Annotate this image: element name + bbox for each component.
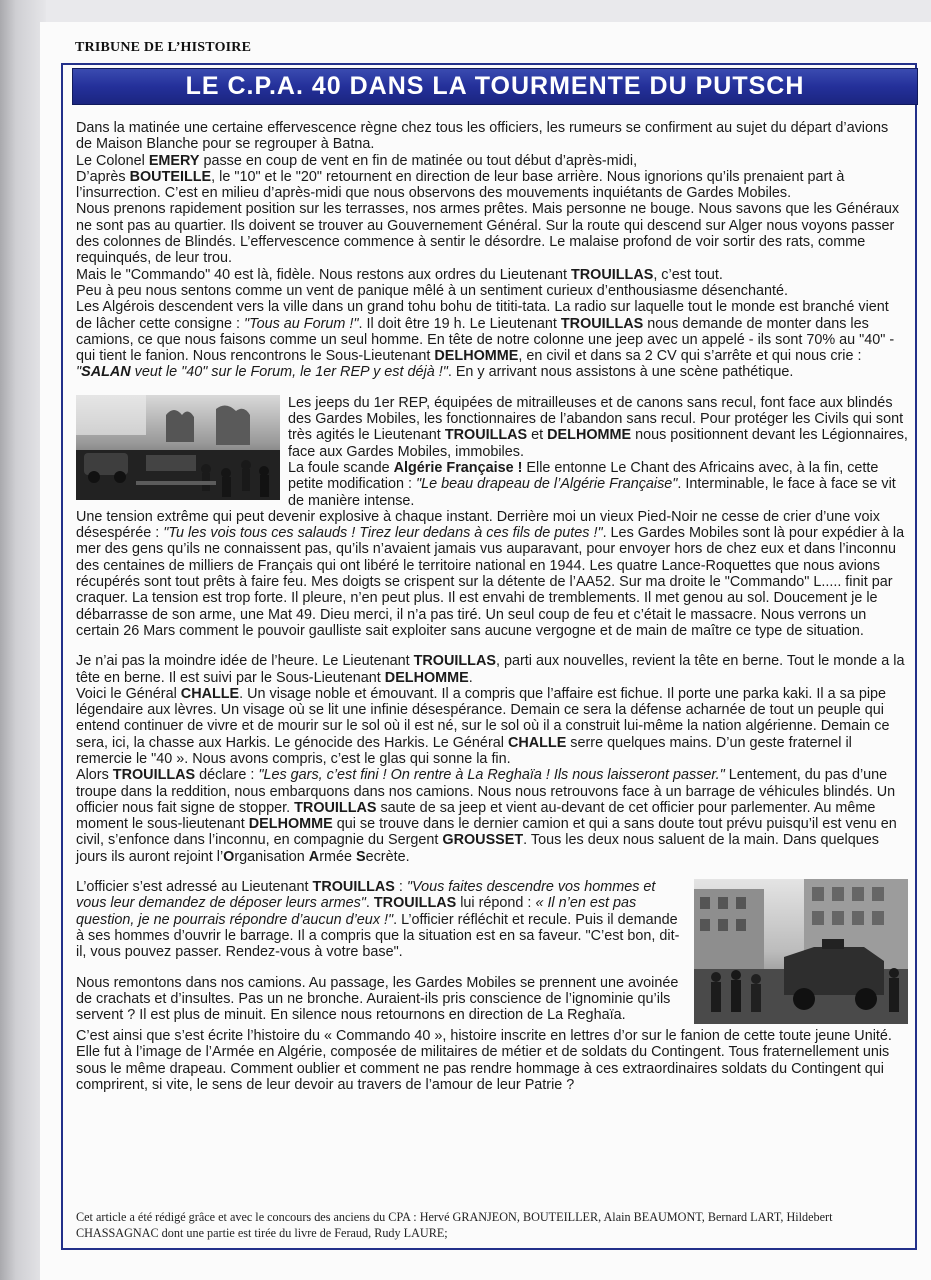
paragraph: Alors TROUILLAS déclare : "Les gars, c’est fini ! On rentre à La Reghaïa ! Ils nous laisseront passer." Lentement, du pas d’une troupe dans la reddition, nous embarquons dans nos camions. Nous nous retrouvons face à un barrage de véhicules blindés. Un officier nous fait signe de stopper. TROUILLAS saute de sa jeep et vient au-devant de cet officier pour parlementer. Au même moment le sous-lieutenant DELHOMME qui se trouve dans le dernier camion et qui a sans doute tout prévu puisqu’il est venu en civil, s’enfonce dans l’inconnu, en compagnie du Sergent GROUSSET. Tous les deux nous saluent de la main. Dans quelques jours ils auront rejoint l’Organisation Armée Secrète. xyxy=(76,767,897,865)
paragraph: Une tension extrême qui peut devenir explosive à chaque instant. Derrière moi un vieux Pied-Noir ne cesse de crier d’une voix désespérée : "Tu les vois tous ces salauds ! Tirez leur dedans à ces fils de putes !". Les Gardes Mobiles sont là pour expédier à la mer des gens qu’ils ne connaissent pas, qu’ils n’avaient jamais vus auparavant, pour envoyer hors de chez eux et dans l’inconnu des centaines de milliers de Français qui ont libéré le territoire national en 1944. Les quatre Lance-Roquettes que nous avions récupérés sont tout prêts à faire feu. Mes doigts se crispent sur la détente de l’AA52. Sur ma droite le "Commando" L..... finit par craquer. La tension est trop forte. Il pleure, n’en peut plus. Il est envahi de tremblements. Il met genou au sol. Doucement je le débarrasse de son arme, une Mat 49. Dieu merci, il n’a pas tiré. Un seul coup de feu et c’était le massacre. Nous verrons un certain 26 Mars comment le pouvoir gaulliste sait exploiter sans aucune vergogne et de main de maître ce type de situation. xyxy=(76,508,905,639)
article-body xyxy=(76,120,908,1093)
paragraph: Nous prenons rapidement position sur les terrasses, nos armes prêtes. Mais personne ne bouge. Nous savons que les Généraux ne sont pas au quartier. Ils doivent se trouver au Gouvernement Général. Sur la route qui descend sur Alger nous voyons passer des colonnes de Blindés. L’effervescence commence à sentir le désordre. Le malaise profond de voir sortir des rats, comme requinqués, de leur trou. xyxy=(76,201,900,267)
paragraph: Je n’ai pas la moindre idée de l’heure. Le Lieutenant TROUILLAS, parti aux nouvelles, revient la tête en berne. Tout le monde a la tête en berne. Il est suivi par le Sous-Lieutenant DELHOMME. xyxy=(76,653,905,686)
spacer xyxy=(76,639,908,653)
paragraph: Le Colonel EMERY passe en coup de vent en fin de matinée ou tout début d’après-midi, xyxy=(76,152,638,169)
armored-car-photo xyxy=(694,879,908,1024)
paragraph: Voici le Général CHALLE. Un visage noble et émouvant. Il a compris que l’affaire est fichue. Il porte une parka kaki. Il a sa pipe légendaire aux lèvres. Un visage où se lit une infinie désespérance. Demain ce sera la défense acharnée de tout un peuple qui entend continuer de vivre et de mourir sur le sol où il est né, sur le sol où il a construit lui-même la nation algérienne. Demain ce sera, ici, la chasse aux Harkis. Le génocide des Harkis. Le Général CHALLE serre quelques mains. D’un geste fraternel il remercie le "40 ». Nous avons compris, c’est le glas qui sonne la fin. xyxy=(76,685,890,767)
paragraph: Nous remontons dans nos camions. Au passage, les Gardes Mobiles se prennent une avoinée de crachats et d’insultes. Pas un ne bronche. Auraient-ils pris conscience de l’ignominie qu’ils servent ? Il est plus de minuit. En silence nous retournons en direction de La Reghaïa. xyxy=(76,974,679,1024)
paragraph: Les jeeps du 1er REP, équipées de mitrailleuses et de canons sans recul, font face aux blindés des Gardes Mobiles, les fonctionnaires de l’abandon sans recul. Pour protéger les Civils qui sont très agités le Lieutenant TROUILLAS et DELHOMME nous positionnent devant les Légionnaires, face aux Gardes Mobiles, immobiles. xyxy=(288,394,908,460)
article-credits: Cet article a été rédigé grâce et avec le concours des anciens du CPA : Hervé GRANJEON, BOUTEILLER, Alain BEAUMONT, Bernard LART, Hildebert CHASSAGNAC dont une partie est tirée du livre de Feraud, Rudy LAURE; xyxy=(76,1210,833,1240)
paragraph: Mais le "Commando" 40 est là, fidèle. Nous restons aux ordres du Lieutenant TROUILLAS, c’est tout. xyxy=(76,266,723,283)
article-title: LE C.P.A. 40 DANS LA TOURMENTE DU PUTSCH xyxy=(72,68,918,105)
spacer xyxy=(76,381,908,395)
paragraph: L’officier s’est adressé au Lieutenant TROUILLAS : "Vous faites descendre vos hommes et vous leur demandez de déposer leurs armes". TROUILLAS lui répond : « Il n’en est pas question, je ne pourrais répondre d’aucun d’eux !". L’officier réfléchit et recule. Puis il demande à ses hommes d’ouvrir le barrage. Il a compris que la situation est en sa faveur. "C’est bon, dit-il, vous pouvez passer. Rendez-vous à votre base". xyxy=(76,879,680,961)
paragraph: La foule scande Algérie Française ! Elle entonne Le Chant des Africains avec, à la fin, cette petite modification : "Le beau drapeau de l’Algérie Française". Interminable, le face à face se vit de manière intense. xyxy=(288,459,896,509)
section-label: TRIBUNE DE L’HISTOIRE xyxy=(75,40,252,55)
paragraph: Dans la matinée une certaine effervescence règne chez tous les officiers, les rumeurs se confirment au sujet du départ d’avions de Maison Blanche pour se regrouper à Batna. xyxy=(76,120,889,153)
paragraph: D’après BOUTEILLE, le "10" et le "20" retournent en direction de leur base arrière. Nous ignorions qu’ils prenaient part à l’insurrection. C’est en milieu d’après-midi que nous observons des mouvements inquiétants de Gardes Mobiles. xyxy=(76,168,845,202)
paragraph: Peu à peu nous sentons comme un vent de panique mêlé à un sentiment curieux d’enthousiasme désenchanté. xyxy=(76,282,788,299)
spacer xyxy=(76,865,908,879)
forum-crowd-photo xyxy=(76,395,280,500)
paragraph: Les Algérois descendent vers la ville dans un grand tohu bohu de tititi-tata. La radio sur laquelle tout le monde est branché vient de lâcher cette consigne : "Tous au Forum !". Il doit être 19 h. Le Lieutenant TROUILLAS nous demande de monter dans les camions, ce que nous faisons comme un seul homme. En tête de notre colonne une jeep avec un appelé - ils sont 70% au "40" - qui tient le fanion. Nous rencontrons le Sous-Lieutenant DELHOMME, en civil et dans sa 2 CV qui s’arrête et qui nous crie : "SALAN veut le "40" sur le Forum, le 1er REP y est déjà !". En y arrivant nous assistons à une scène pathétique. xyxy=(76,299,895,381)
paragraph: C’est ainsi que s’est écrite l’histoire du « Commando 40 », histoire inscrite en lettres d’or sur le fanion de cette toute jeune Unité. Elle fut à l’image de l’Armée en Algérie, composée de militaires de métier et de soldats du Contingent. Tous fraternellement unis sous le même drapeau. Comment oublier et comment ne pas rendre hommage à ces extraordinaires soldats du Contingent qui comprirent, si vite, le sens de leur devoir au travers de l’amour de leur Patrie ? xyxy=(76,1028,892,1093)
